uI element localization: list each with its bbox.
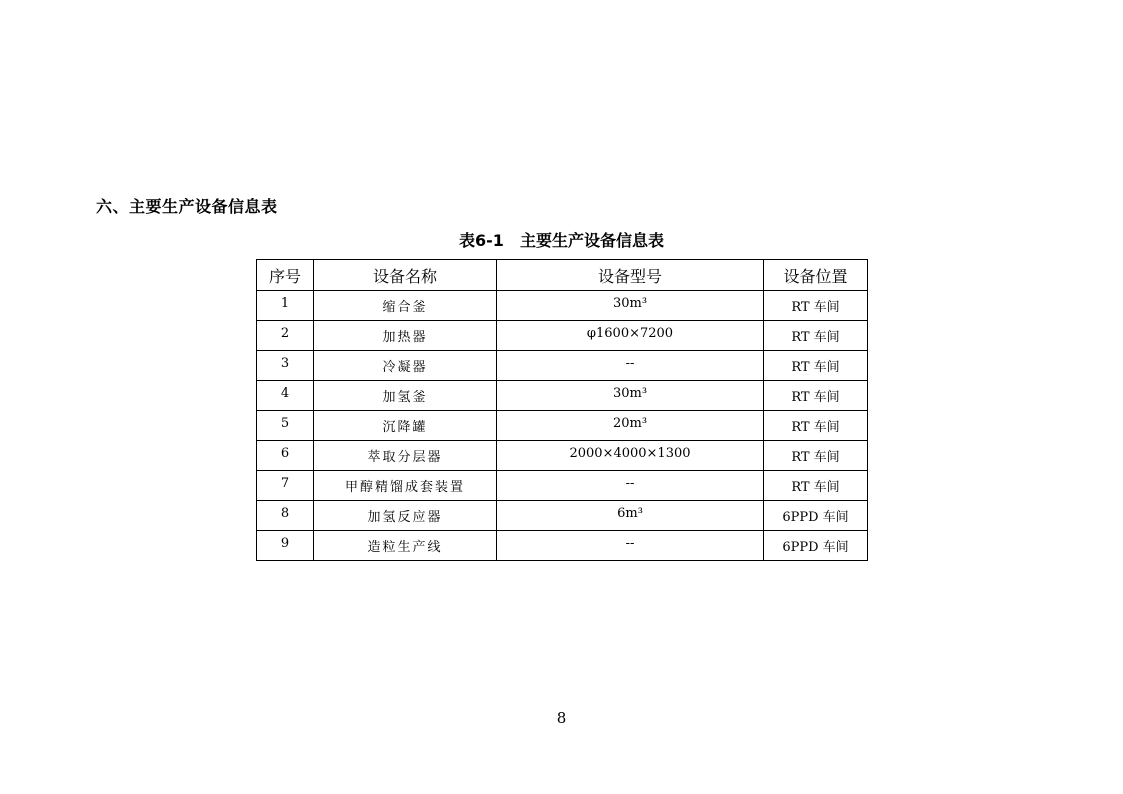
- cell-location: RT 车间: [764, 351, 868, 381]
- cell-model: --: [497, 531, 764, 561]
- cell-location: 6PPD 车间: [764, 501, 868, 531]
- table-row: [257, 381, 868, 411]
- cell-model: 30m³: [497, 381, 764, 411]
- cell-location: RT 车间: [764, 381, 868, 411]
- cell-name: 加热器: [314, 321, 497, 351]
- cell-no: 4: [257, 381, 314, 411]
- cell-location: RT 车间: [764, 321, 868, 351]
- cell-location: RT 车间: [764, 471, 868, 501]
- cell-model: 2000×4000×1300: [497, 441, 764, 471]
- table-caption: [0, 228, 1123, 251]
- header-no: 序号: [257, 260, 314, 291]
- table-caption-number: 表6-1: [459, 231, 504, 250]
- cell-name: 加氢反应器: [314, 501, 497, 531]
- cell-location: RT 车间: [764, 291, 868, 321]
- page-number: 8: [556, 709, 567, 727]
- cell-no: 2: [257, 321, 314, 351]
- cell-name: 沉降罐: [314, 411, 497, 441]
- cell-model: 6m³: [497, 501, 764, 531]
- table-row: [257, 501, 868, 531]
- cell-no: 3: [257, 351, 314, 381]
- cell-name: 甲醇精馏成套装置: [314, 471, 497, 501]
- cell-name: 加氢釜: [314, 381, 497, 411]
- table-row: [257, 291, 868, 321]
- cell-name: 萃取分层器: [314, 441, 497, 471]
- cell-model: 30m³: [497, 291, 764, 321]
- table-header-row: [257, 260, 868, 291]
- cell-no: 1: [257, 291, 314, 321]
- section-heading: 六、主要生产设备信息表: [96, 197, 278, 216]
- cell-no: 7: [257, 471, 314, 501]
- cell-no: 6: [257, 441, 314, 471]
- cell-name: 缩合釜: [314, 291, 497, 321]
- table-caption-title: 主要生产设备信息表: [519, 231, 664, 250]
- equipment-table: [256, 259, 868, 561]
- table-row: [257, 531, 868, 561]
- header-location: 设备位置: [764, 260, 868, 291]
- cell-model: --: [497, 351, 764, 381]
- table-row: [257, 351, 868, 381]
- cell-no: 8: [257, 501, 314, 531]
- header-name: 设备名称: [314, 260, 497, 291]
- table-row: [257, 441, 868, 471]
- header-model: 设备型号: [497, 260, 764, 291]
- cell-location: RT 车间: [764, 411, 868, 441]
- cell-model: --: [497, 471, 764, 501]
- cell-model: φ1600×7200: [497, 321, 764, 351]
- cell-location: 6PPD 车间: [764, 531, 868, 561]
- cell-location: RT 车间: [764, 441, 868, 471]
- cell-name: 冷凝器: [314, 351, 497, 381]
- table-row: [257, 471, 868, 501]
- cell-no: 9: [257, 531, 314, 561]
- cell-name: 造粒生产线: [314, 531, 497, 561]
- cell-no: 5: [257, 411, 314, 441]
- table-row: [257, 321, 868, 351]
- cell-model: 20m³: [497, 411, 764, 441]
- table-row: [257, 411, 868, 441]
